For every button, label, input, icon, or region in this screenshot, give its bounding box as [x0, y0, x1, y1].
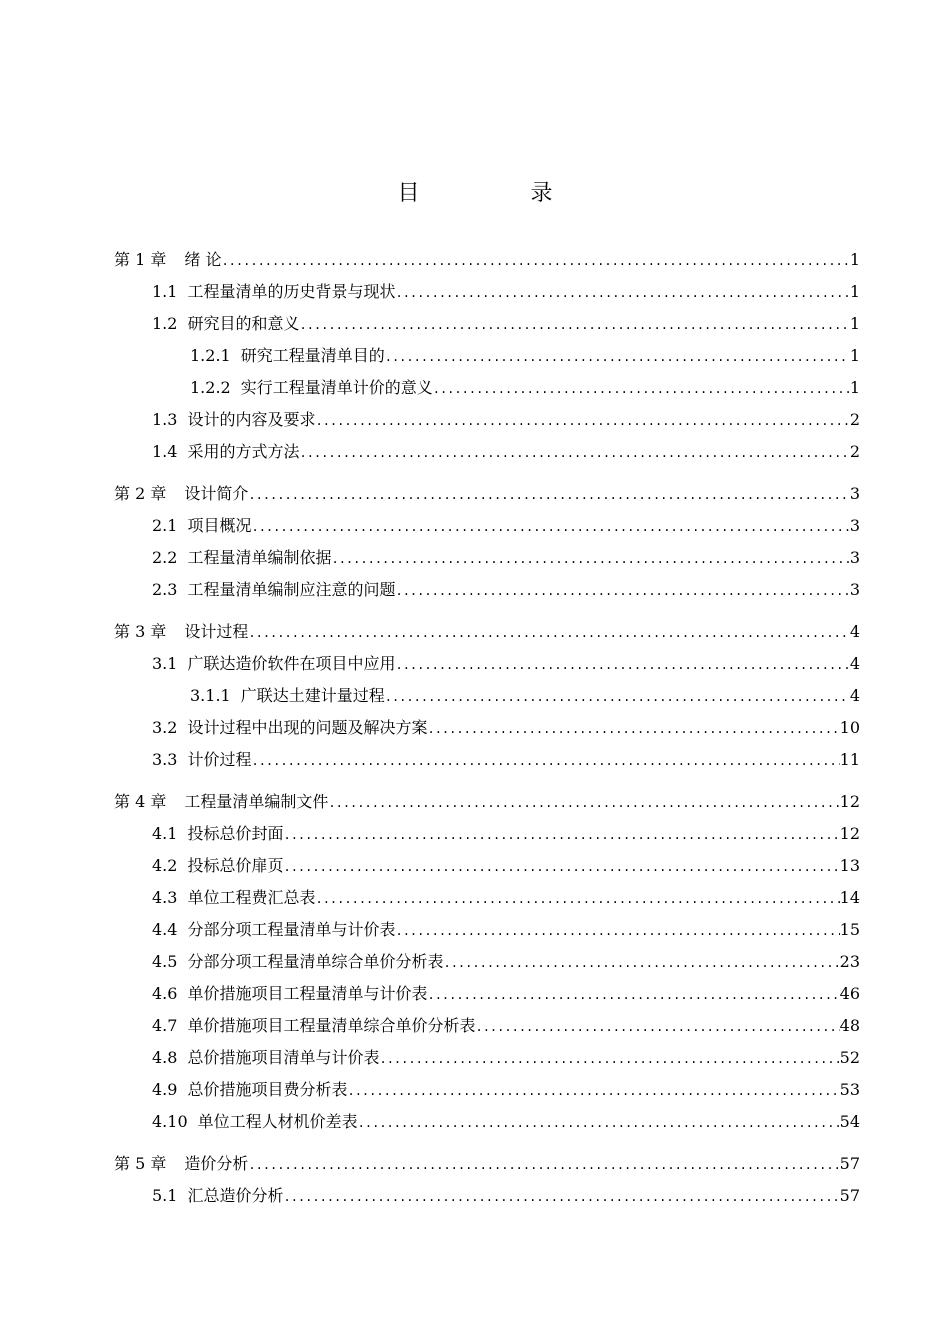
toc-page-number: 46 — [839, 984, 860, 1003]
toc-entry-number: 1.2.2 — [190, 378, 231, 397]
toc-page-number: 1 — [849, 282, 860, 301]
toc-entry-label — [152, 914, 395, 946]
toc-page-number: 3 — [849, 580, 860, 599]
toc-entry-number: 4.10 — [152, 1112, 188, 1131]
toc-entry-text: 项目概况 — [187, 516, 252, 535]
dot-leader — [299, 437, 849, 469]
toc-entry-label — [152, 712, 427, 744]
toc-entry-label — [152, 978, 427, 1010]
dot-leader — [379, 1043, 839, 1075]
toc-entry-text: 分部分项工程量清单与计价表 — [187, 920, 396, 939]
toc-entry-label — [152, 436, 299, 468]
toc-page-number: 3 — [849, 516, 860, 535]
toc-entry-text: 单价措施项目工程量清单综合单价分析表 — [187, 1016, 476, 1035]
toc-entry-text: 分部分项工程量清单综合单价分析表 — [187, 952, 444, 971]
toc-entry-number: 2.2 — [152, 548, 178, 567]
toc-subsection-3-1-1[interactable] — [114, 680, 860, 712]
dot-leader — [395, 649, 849, 681]
toc-entry-label — [152, 404, 315, 436]
toc-entry-text: 单价措施项目工程量清单与计价表 — [187, 984, 428, 1003]
toc-entry-label — [152, 1042, 379, 1074]
toc-entry-number: 4.4 — [152, 920, 178, 939]
toc-entry-label — [190, 372, 433, 404]
dot-leader — [299, 309, 849, 341]
dot-leader — [475, 1011, 839, 1043]
toc-page-number: 1 — [849, 250, 860, 269]
toc-page-number: 4 — [849, 654, 860, 673]
toc-page-number: 12 — [839, 824, 860, 843]
toc-entry-text: 设计过程中出现的问题及解决方案 — [187, 718, 428, 737]
toc-entry-number: 4.7 — [152, 1016, 178, 1035]
toc-entry-text: 广联达土建计量过程 — [240, 686, 385, 705]
toc-entry-label — [152, 818, 283, 850]
toc-subsection-1-2-2[interactable] — [114, 372, 860, 404]
dot-leader — [283, 1181, 839, 1213]
toc-section-1-3[interactable] — [114, 404, 860, 436]
dot-leader — [315, 883, 839, 915]
toc-entry-text: 单位工程费汇总表 — [187, 888, 316, 907]
toc-entry-text: 工程量清单编制应注意的问题 — [187, 580, 396, 599]
toc-entry-text: 设计过程 — [184, 622, 249, 641]
toc-page-number: 2 — [849, 442, 860, 461]
table-of-contents — [114, 244, 860, 1212]
toc-entry-text: 工程量清单编制依据 — [187, 548, 332, 567]
toc-chapter-1[interactable] — [114, 244, 860, 276]
toc-page-number: 12 — [839, 792, 860, 811]
toc-entry-number: 3.3 — [152, 750, 178, 769]
toc-entry-number: 3.2 — [152, 718, 178, 737]
toc-section-4-8[interactable] — [114, 1042, 860, 1074]
toc-entry-label — [152, 850, 283, 882]
toc-entry-number: 4.6 — [152, 984, 178, 1003]
toc-page-number: 2 — [849, 410, 860, 429]
toc-entry-label — [114, 478, 248, 510]
toc-entry-number: 3.1.1 — [190, 686, 231, 705]
dot-leader — [347, 1075, 839, 1107]
dot-leader — [248, 1149, 839, 1181]
toc-entry-number: 4.8 — [152, 1048, 178, 1067]
toc-entry-label — [114, 1148, 248, 1180]
toc-entry-label — [152, 1074, 347, 1106]
toc-page-number: 57 — [839, 1154, 860, 1173]
toc-entry-text: 实行工程量清单计价的意义 — [240, 378, 433, 397]
toc-entry-number: 1.2.1 — [190, 346, 231, 365]
toc-entry-label — [152, 542, 331, 574]
toc-entry-number: 3.1 — [152, 654, 178, 673]
dot-leader — [433, 373, 850, 405]
toc-entry-number: 4.5 — [152, 952, 178, 971]
toc-section-4-1[interactable] — [114, 818, 860, 850]
toc-entry-text: 设计的内容及要求 — [187, 410, 316, 429]
toc-entry-number: 1.4 — [152, 442, 178, 461]
toc-subsection-1-2-1[interactable] — [114, 340, 860, 372]
toc-entry-number: 1.3 — [152, 410, 178, 429]
toc-entry-text: 设计简介 — [184, 484, 249, 503]
toc-section-3-2[interactable] — [114, 712, 860, 744]
toc-section-4-2[interactable] — [114, 850, 860, 882]
dot-leader — [315, 405, 849, 437]
dot-leader — [385, 681, 850, 713]
toc-page-number: 53 — [839, 1080, 860, 1099]
dot-leader — [283, 851, 839, 883]
dot-leader — [221, 245, 849, 277]
toc-section-4-3[interactable] — [114, 882, 860, 914]
toc-page-number: 13 — [839, 856, 860, 875]
toc-chapter-5[interactable] — [114, 1148, 860, 1180]
toc-entry-text: 投标总价封面 — [187, 824, 284, 843]
toc-page-number: 4 — [849, 622, 860, 641]
toc-section-3-1[interactable] — [114, 648, 860, 680]
toc-entry-label — [152, 744, 251, 776]
page-title: 目 录 — [397, 181, 605, 206]
dot-leader — [395, 277, 849, 309]
toc-chapter-3[interactable] — [114, 616, 860, 648]
toc-section-5-1[interactable] — [114, 1180, 860, 1212]
dot-leader — [358, 1107, 840, 1139]
dot-leader — [251, 511, 849, 543]
toc-page-number: 3 — [849, 548, 860, 567]
toc-entry-text: 工程量清单编制文件 — [184, 792, 329, 811]
dot-leader — [427, 979, 839, 1011]
toc-page-number: 1 — [849, 346, 860, 365]
toc-section-1-4[interactable] — [114, 436, 860, 468]
toc-page-number: 15 — [839, 920, 860, 939]
toc-entry-number: 4.9 — [152, 1080, 178, 1099]
toc-entry-text: 计价过程 — [187, 750, 252, 769]
toc-entry-label — [114, 616, 248, 648]
toc-entry-text: 总价措施项目费分析表 — [187, 1080, 348, 1099]
toc-entry-number: 2.3 — [152, 580, 178, 599]
toc-entry-number: 5.1 — [152, 1186, 178, 1205]
toc-entry-number: 第 5 章 — [114, 1154, 167, 1173]
toc-chapter-4[interactable] — [114, 786, 860, 818]
toc-page-number: 11 — [839, 750, 860, 769]
dot-leader — [248, 617, 849, 649]
dot-leader — [385, 341, 850, 373]
toc-entry-label — [152, 648, 395, 680]
toc-page-number: 1 — [849, 314, 860, 333]
toc-section-1-1[interactable] — [114, 276, 860, 308]
toc-entry-number: 1.1 — [152, 282, 178, 301]
toc-page-number: 54 — [839, 1112, 860, 1131]
toc-entry-number: 第 2 章 — [114, 484, 167, 503]
dot-leader — [251, 745, 839, 777]
toc-section-4-6[interactable] — [114, 978, 860, 1010]
toc-section-4-10[interactable] — [114, 1106, 860, 1138]
toc-section-4-5[interactable] — [114, 946, 860, 978]
toc-section-2-2[interactable] — [114, 542, 860, 574]
toc-entry-label — [152, 946, 443, 978]
dot-leader — [328, 787, 839, 819]
toc-page-number: 52 — [839, 1048, 860, 1067]
dot-leader — [395, 575, 849, 607]
toc-entry-number: 4.1 — [152, 824, 178, 843]
toc-section-1-2[interactable] — [114, 308, 860, 340]
toc-entry-number: 第 4 章 — [114, 792, 167, 811]
toc-entry-text: 采用的方式方法 — [187, 442, 300, 461]
toc-entry-label — [152, 882, 315, 914]
toc-entry-label — [152, 510, 251, 542]
toc-entry-text: 总价措施项目清单与计价表 — [187, 1048, 380, 1067]
toc-entry-label — [114, 244, 221, 276]
toc-chapter-2[interactable] — [114, 478, 860, 510]
toc-entry-text: 研究目的和意义 — [187, 314, 300, 333]
toc-entry-label — [152, 1010, 475, 1042]
toc-entry-number: 4.2 — [152, 856, 178, 875]
toc-entry-text: 工程量清单的历史背景与现状 — [187, 282, 396, 301]
toc-entry-label — [152, 1106, 358, 1138]
toc-page-number: 1 — [849, 378, 860, 397]
dot-leader — [443, 947, 839, 979]
toc-entry-number: 4.3 — [152, 888, 178, 907]
dot-leader — [283, 819, 839, 851]
toc-page-number: 23 — [839, 952, 860, 971]
dot-leader — [248, 479, 849, 511]
toc-entry-label — [152, 574, 395, 606]
toc-entry-text: 汇总造价分析 — [187, 1186, 284, 1205]
toc-page-number: 10 — [839, 718, 860, 737]
toc-entry-number: 2.1 — [152, 516, 178, 535]
toc-section-2-3[interactable] — [114, 574, 860, 606]
toc-page-number: 57 — [839, 1186, 860, 1205]
toc-section-4-7[interactable] — [114, 1010, 860, 1042]
toc-entry-number: 1.2 — [152, 314, 178, 333]
toc-section-4-9[interactable] — [114, 1074, 860, 1106]
toc-page-number: 48 — [839, 1016, 860, 1035]
toc-entry-label — [190, 340, 385, 372]
toc-section-4-4[interactable] — [114, 914, 860, 946]
toc-entry-text: 研究工程量清单目的 — [240, 346, 385, 365]
dot-leader — [395, 915, 839, 947]
toc-page-number: 3 — [849, 484, 860, 503]
toc-page-number: 14 — [839, 888, 860, 907]
toc-entry-label — [152, 276, 395, 308]
dot-leader — [427, 713, 839, 745]
toc-entry-number: 第 3 章 — [114, 622, 167, 641]
toc-entry-label — [152, 1180, 283, 1212]
toc-section-2-1[interactable] — [114, 510, 860, 542]
toc-entry-label — [190, 680, 385, 712]
toc-entry-text: 造价分析 — [184, 1154, 249, 1173]
toc-section-3-3[interactable] — [114, 744, 860, 776]
toc-entry-text: 广联达造价软件在项目中应用 — [187, 654, 396, 673]
toc-entry-text: 投标总价扉页 — [187, 856, 284, 875]
toc-entry-number: 第 1 章 — [114, 250, 167, 269]
toc-entry-label — [114, 786, 328, 818]
toc-page-number: 4 — [849, 686, 860, 705]
toc-entry-text: 单位工程人材机价差表 — [197, 1112, 358, 1131]
toc-entry-label — [152, 308, 299, 340]
toc-entry-text: 绪 论 — [184, 250, 222, 269]
dot-leader — [331, 543, 849, 575]
